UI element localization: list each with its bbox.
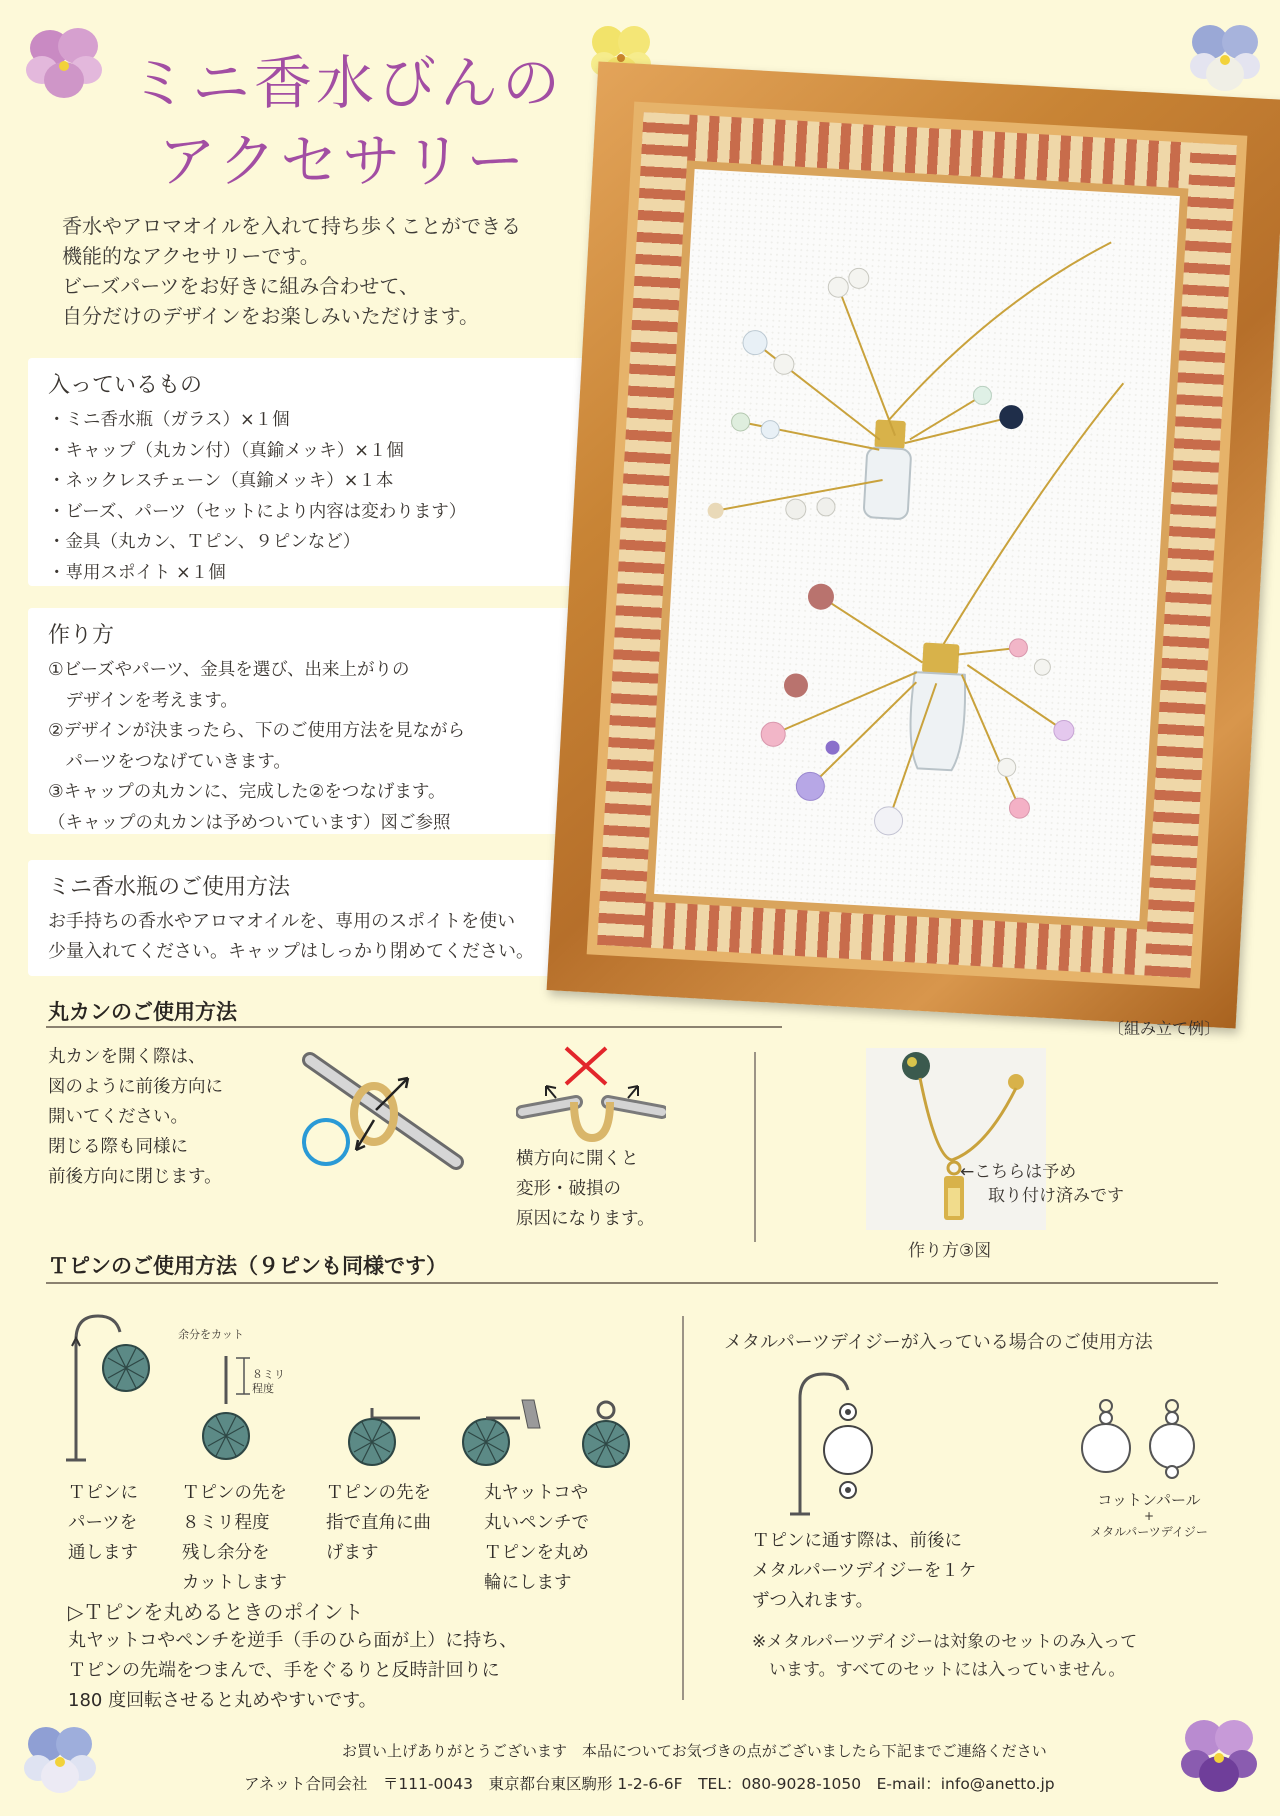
list-item: ・ミニ香水瓶（ガラス）×１個 xyxy=(48,410,290,430)
howto-box xyxy=(28,608,598,834)
daisy-line: メタルパーツデイジーを１ケ xyxy=(752,1561,977,1581)
list-item: ③キャップの丸カンに、完成した②をつなげます。 xyxy=(48,782,446,802)
plus-label: + xyxy=(1143,1509,1155,1523)
step-line: 通します xyxy=(68,1543,138,1563)
step-line: Ｔピンの先を xyxy=(182,1483,287,1503)
example-label: 〔組み立て例〕 xyxy=(1108,1019,1221,1038)
daisy-labels xyxy=(1074,1492,1224,1540)
daisy-note-line: います。すべてのセットには入っていません。 xyxy=(752,1660,1126,1680)
example-note xyxy=(960,1160,1124,1208)
usage-line: お手持ちの香水やアロマオイルを、専用のスポイトを使い xyxy=(48,911,516,932)
step-line: パーツを xyxy=(68,1513,138,1533)
title-line-2: アクセサリー xyxy=(158,127,529,195)
tpin-step1-text xyxy=(68,1478,138,1568)
list-item: ①ビーズやパーツ、金具を選び、出来上がりの xyxy=(48,660,410,680)
example-caption: 作り方③図 xyxy=(908,1241,992,1261)
intro-line: 機能的なアクセサリーです。 xyxy=(62,244,320,268)
list-item: パーツをつなげていきます。 xyxy=(48,751,291,772)
daisy-diagram xyxy=(784,1368,894,1518)
list-item: ・専用スポイト ×１個 xyxy=(48,562,226,583)
intro-line: 自分だけのデザインをお楽しみいただけます。 xyxy=(62,304,479,328)
metal-daisy-label: メタルパーツデイジー xyxy=(1090,1525,1208,1539)
marukan-line: 丸カンを開く際は、 xyxy=(48,1047,206,1067)
warning-line: 原因になります。 xyxy=(516,1209,655,1229)
pansy-flower-icon xyxy=(1176,1714,1262,1798)
point-line: 180 度回転させると丸めやすいです。 xyxy=(68,1690,377,1711)
footer-contact: アネット合同会社 〒111-0043 東京都台東区駒形 1-2-6-6F TEL：080-9028-1050 E-mail：info@anetto.jp xyxy=(244,1775,1055,1793)
step-line: 残し余分を xyxy=(182,1543,270,1563)
step-line: Ｔピンの先を xyxy=(326,1483,431,1503)
usage-box xyxy=(28,860,598,976)
tpin-point-heading: ▷Ｔピンを丸めるときのポイント xyxy=(68,1600,364,1624)
daisy-note-line: ※メタルパーツデイジーは対象のセットのみ入って xyxy=(752,1632,1138,1652)
pansy-flower-icon xyxy=(18,1720,102,1800)
step-line: ８ミリ程度 xyxy=(182,1513,270,1533)
daisy-line: ずつ入れます。 xyxy=(752,1591,874,1611)
list-item: デザインを考えます。 xyxy=(48,690,238,711)
step-line: 指で直角に曲 xyxy=(326,1513,431,1533)
title-line-1: ミニ香水びんの xyxy=(130,49,565,117)
page-title xyxy=(130,44,590,200)
point-line: Ｔピンの先端をつまんで、手をぐるりと反時計回りに xyxy=(68,1660,500,1681)
list-item: ・キャップ（丸カン付）（真鍮メッキ）×１個 xyxy=(48,440,404,461)
step-line: Ｔピンを丸め xyxy=(484,1543,589,1563)
warning-line: 変形・破損の xyxy=(516,1179,621,1199)
list-item: （キャップの丸カンは予めついています）図ご参照 xyxy=(48,812,451,833)
daisy-note xyxy=(752,1628,1137,1684)
tpin-step4-text xyxy=(484,1478,589,1598)
pansy-flower-icon xyxy=(1184,18,1266,98)
tpin-step2-diagram xyxy=(196,1344,286,1474)
tpin-step3-text xyxy=(326,1478,431,1568)
step-line: Ｔピンに xyxy=(68,1483,138,1503)
framed-photo xyxy=(547,61,1280,1028)
footer-thanks: お買い上げありがとうございます 本品についてお気づきの点がございましたら下記までご連絡ください xyxy=(342,1742,1047,1760)
example-note-line: 取り付け済みです xyxy=(988,1186,1124,1206)
usage-heading: ミニ香水瓶のご使用方法 xyxy=(48,875,291,900)
pansy-flower-icon xyxy=(20,22,110,104)
point-line: 丸ヤットコやペンチを逆手（手のひら面が上）に持ち、 xyxy=(68,1630,518,1651)
marukan-warning xyxy=(516,1144,686,1234)
jump-ring-correct-diagram xyxy=(296,1050,476,1190)
step-line: カットします xyxy=(182,1573,287,1593)
cotton-pearl-label: コットンパール xyxy=(1097,1491,1201,1509)
cotton-pearl-daisy-diagram xyxy=(1076,1396,1216,1486)
intro-text xyxy=(62,211,582,331)
warning-line: 横方向に開くと xyxy=(516,1149,639,1169)
example-note-line: ←こちらは予め xyxy=(960,1162,1077,1182)
step-line: げます xyxy=(326,1543,379,1563)
tpin-step1-diagram xyxy=(64,1310,164,1470)
tpin-point-text xyxy=(68,1626,517,1716)
howto-heading: 作り方 xyxy=(48,623,115,648)
mm-label-line: ８ミリ xyxy=(252,1368,285,1381)
usage-line: 少量入れてください。キャップはしっかり閉めてください。 xyxy=(48,941,534,962)
jump-ring-wrong-diagram xyxy=(516,1040,666,1150)
vertical-divider xyxy=(754,1052,756,1242)
marukan-line: 開いてください。 xyxy=(48,1107,188,1127)
mm-label xyxy=(252,1368,285,1396)
mm-label-line: 程度 xyxy=(252,1382,274,1395)
list-item: ②デザインが決まったら、下のご使用方法を見ながら xyxy=(48,721,465,741)
tpin-step2-text xyxy=(182,1478,287,1598)
contents-box xyxy=(28,358,598,586)
list-item: ・金具（丸カン、Ｔピン、９ピンなど） xyxy=(48,532,361,552)
intro-line: 香水やアロマオイルを入れて持ち歩くことができる xyxy=(62,214,521,238)
marukan-line: 前後方向に閉じます。 xyxy=(48,1167,222,1187)
section-divider xyxy=(46,1282,1218,1284)
marukan-line: 閉じる際も同様に xyxy=(48,1137,188,1157)
list-item: ・ビーズ、パーツ（セットにより内容は変わります） xyxy=(48,501,467,522)
marukan-line: 図のように前後方向に xyxy=(48,1077,223,1097)
daisy-text xyxy=(752,1526,976,1616)
step-line: 丸いペンチで xyxy=(484,1513,589,1533)
daisy-heading: メタルパーツデイジーが入っている場合のご使用方法 xyxy=(724,1332,1153,1353)
contents-heading: 入っているもの xyxy=(48,373,203,398)
tpin-step3-diagram xyxy=(340,1398,440,1478)
tpin-heading: Ｔピンのご使用方法（９ピンも同様です） xyxy=(48,1254,447,1278)
list-item: ・ネックレスチェーン（真鍮メッキ）×１本 xyxy=(48,471,394,491)
intro-line: ビーズパーツをお好きに組み合わせて、 xyxy=(62,274,419,298)
section-divider xyxy=(46,1026,782,1028)
accessory-illustration xyxy=(654,169,1180,921)
cut-label: 余分をカット xyxy=(178,1328,244,1341)
daisy-line: Ｔピンに通す際は、前後に xyxy=(752,1531,962,1551)
marukan-text xyxy=(48,1042,288,1192)
vertical-divider xyxy=(682,1316,684,1700)
tpin-step4-diagram xyxy=(460,1388,640,1478)
step-line: 丸ヤットコや xyxy=(484,1483,589,1503)
marukan-heading: 丸カンのご使用方法 xyxy=(48,1000,237,1024)
step-line: 輪にします xyxy=(484,1573,572,1593)
